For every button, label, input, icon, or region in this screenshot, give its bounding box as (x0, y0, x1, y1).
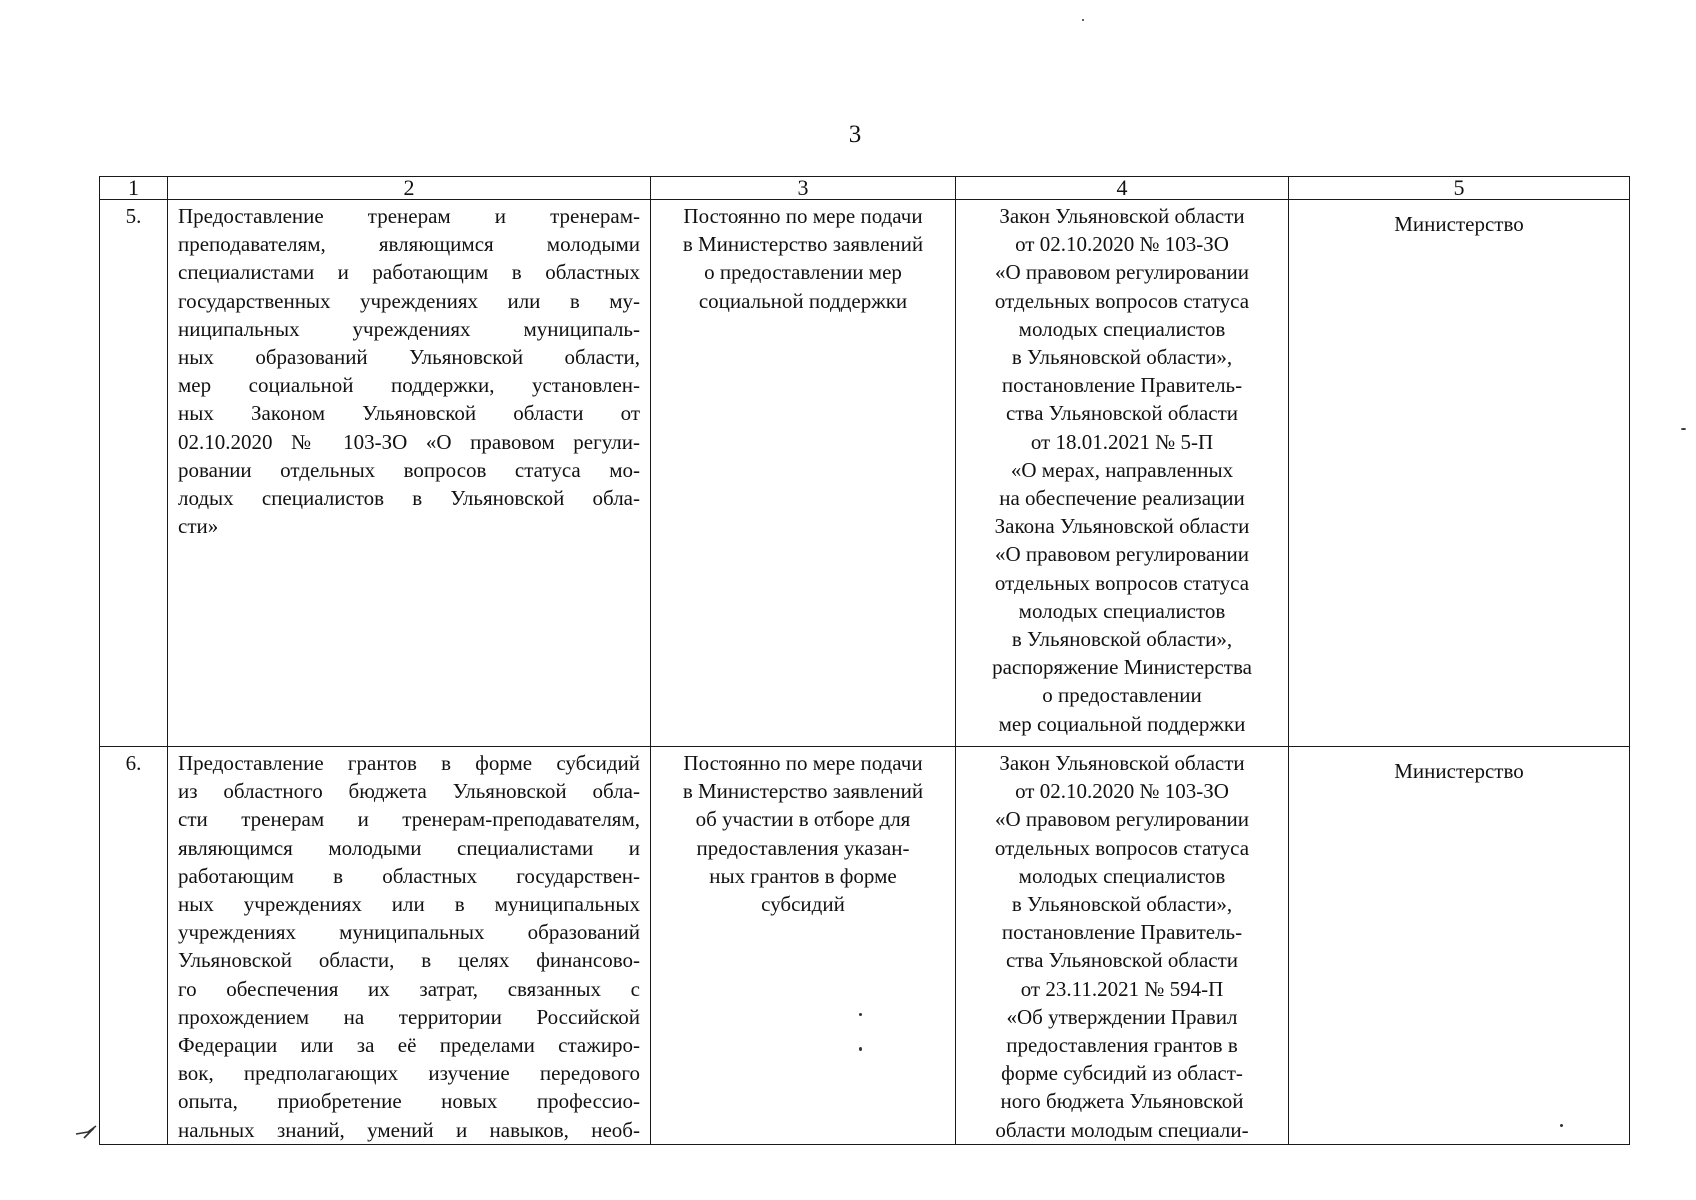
legal-basis (956, 747, 1289, 1145)
text-line: форме субсидий из област- (1001, 1061, 1243, 1086)
text-line: от 18.01.2021 № 5-П (1030, 429, 1214, 454)
text-line: ного бюджета Ульяновской (1000, 1089, 1244, 1114)
measure-description (168, 747, 651, 1145)
text-line: предоставления указан- (696, 835, 910, 860)
text-line: ства Ульяновской области (1005, 401, 1239, 426)
text-line: о предоставлении мер (704, 260, 902, 285)
text-line: «Об утверждении Правил (1006, 1004, 1238, 1029)
text-line: молодых специалистов (1018, 316, 1226, 341)
execution-timing (651, 200, 956, 747)
text-line: молодых специалистов (1018, 863, 1226, 888)
text-line: от 02.10.2020 № 103-ЗО (1015, 232, 1229, 257)
text-line: предоставления грантов в (1006, 1033, 1238, 1058)
text-line: Постоянно по мере подачи (683, 751, 923, 775)
text-line: учреждениях муниципальных образований (178, 920, 640, 945)
scan-speck (859, 1047, 862, 1051)
column-header: 2 (168, 177, 651, 200)
text-line: преподавателям, являющимся молодыми (178, 232, 640, 257)
text-line: в Ульяновской области», (1011, 627, 1233, 652)
text-line: Постоянно по мере подачи (683, 204, 923, 228)
text-line: ных образований Ульяновской области, (178, 345, 640, 370)
text-line: постановление Правитель- (1001, 920, 1243, 945)
scan-speck (1082, 19, 1084, 21)
header-row (100, 177, 1630, 200)
text-line: о предоставлении (1042, 683, 1202, 708)
text-line: Закон Ульяновской области (999, 204, 1245, 228)
text-line: Федерации или за её пределами стажиро- (178, 1033, 640, 1058)
text-line: государственных учреждениях или в му- (178, 288, 640, 313)
text-line: ных учреждениях или в муниципальных (178, 892, 640, 917)
text-line: являющимся молодыми специалистами и (178, 835, 640, 860)
scan-mark (74, 1120, 104, 1142)
table-row (100, 200, 1630, 747)
execution-timing (651, 747, 956, 1145)
column-header: 3 (651, 177, 956, 200)
text-line: отдельных вопросов статуса (994, 570, 1250, 595)
text-line: ных грантов в форме (709, 863, 897, 888)
scan-speck (1560, 1124, 1563, 1127)
text-line: молодых специалистов (1018, 598, 1226, 623)
text-line: го обеспечения их затрат, связанных с (178, 976, 640, 1001)
measure-description (168, 200, 651, 747)
scan-speck (1681, 428, 1686, 430)
text-line: области молодым специали- (995, 1117, 1249, 1142)
text-line: распоряжение Министерства (992, 655, 1252, 680)
text-line: ства Ульяновской области (1005, 948, 1239, 973)
text-line: прохождением на территории Российской (178, 1004, 640, 1029)
text-line: постановление Правитель- (1001, 373, 1243, 398)
text-line: в Министерство заявлений (682, 232, 924, 257)
text-line: Ульяновской области, в целях финансово- (178, 948, 640, 973)
row-number: 5. (100, 200, 168, 747)
text-line: 02.10.2020 № 103-ЗО «О правовом регули- (178, 429, 640, 454)
text-line: ных Законом Ульяновской области от (178, 401, 640, 426)
responsible-executor: Министерство (1289, 200, 1630, 747)
column-header: 5 (1289, 177, 1630, 200)
text-line: ниципальных учреждениях муниципаль- (178, 316, 640, 341)
responsible-executor: Министерство (1289, 747, 1630, 1145)
text-line: на обеспечение реализации (999, 486, 1245, 511)
text-line: вок, предполагающих изучение передового (178, 1061, 640, 1086)
text-line: от 02.10.2020 № 103-ЗО (1015, 779, 1229, 804)
text-line: сти тренерам и тренерам-преподавателям, (178, 807, 640, 832)
text-line: Закон Ульяновской области (999, 751, 1245, 775)
text-line: «О правовом регулировании (994, 542, 1250, 567)
text-line: в Ульяновской области», (1011, 892, 1233, 917)
text-line: ровании отдельных вопросов статуса мо- (178, 457, 640, 482)
text-line: работающим в областных государствен- (178, 863, 640, 888)
text-line: опыта, приобретение новых профессио- (178, 1089, 640, 1114)
text-line: «О правовом регулировании (994, 807, 1250, 832)
text-line: социальной поддержки (698, 288, 908, 313)
table-row (100, 747, 1630, 1145)
text-line: Закона Ульяновской области (994, 514, 1250, 539)
text-line: лодых специалистов в Ульяновской обла- (178, 486, 640, 511)
row-number: 6. (100, 747, 168, 1145)
text-line: в Ульяновской области», (1011, 345, 1233, 370)
text-line: субсидий (761, 892, 845, 917)
measures-table (99, 176, 1630, 1145)
text-line: из областного бюджета Ульяновской обла- (178, 779, 640, 804)
scan-speck (859, 1013, 862, 1016)
text-line: специалистами и работающим в областных (178, 260, 640, 285)
column-header: 4 (956, 177, 1289, 200)
legal-basis (956, 200, 1289, 747)
text-line: от 23.11.2021 № 594-П (1020, 976, 1224, 1001)
page-number: 3 (848, 121, 862, 148)
text-line: «О мерах, направленных (1010, 457, 1234, 482)
text-line: об участии в отборе для (695, 807, 911, 832)
text-line: сти» (178, 514, 219, 539)
column-header: 1 (100, 177, 168, 200)
text-line: мер социальной поддержки (998, 711, 1246, 736)
text-line: нальных знаний, умений и навыков, необ- (178, 1117, 640, 1142)
text-line: отдельных вопросов статуса (994, 835, 1250, 860)
text-line: мер социальной поддержки, установлен- (178, 373, 640, 398)
text-line: Предоставление грантов в форме субсидий (178, 751, 640, 775)
text-line: в Министерство заявлений (682, 779, 924, 804)
text-line: «О правовом регулировании (994, 260, 1250, 285)
text-line: отдельных вопросов статуса (994, 288, 1250, 313)
text-line: Предоставление тренерам и тренерам- (178, 204, 640, 228)
